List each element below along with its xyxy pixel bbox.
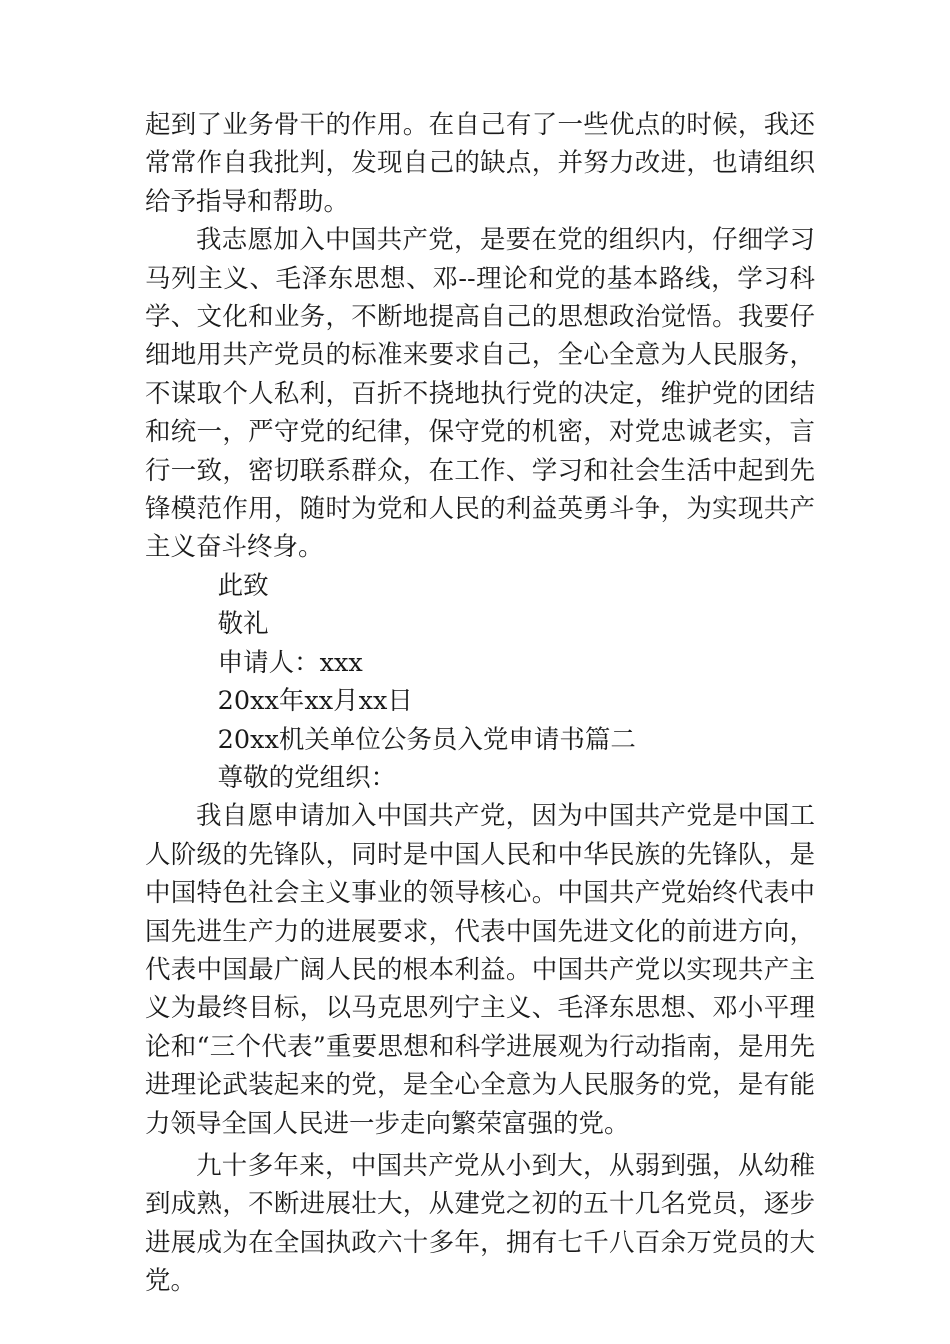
closing-salutation: 此致 — [217, 570, 269, 601]
greeting: 尊敬的党组织： — [217, 762, 397, 793]
applicant-signature: 申请人：xxx — [217, 647, 363, 678]
closing-respect: 敬礼 — [217, 609, 269, 640]
paragraph-history: 九十多年来，中国共产党从小到大，从弱到强，从幼稚到成熟，不断进展壮大，从建党之初的五十几名党员，逐步进展成为在全国执政六十多年，拥有七千八百余万党员的大党。 — [145, 1150, 815, 1297]
paragraph-application: 我自愿申请加入中国共产党，因为中国共产党是中国工人阶级的先锋队，同时是中国人民和中华民族的先锋队，是中国特色社会主义事业的领导核心。中国共产党始终代表中国先进生产力的进展要求，代表中国先进文化的前进方向，代表中国最广阔人民的根本利益。中国共产党以实现共产主义为最终目标，以马克思列宁主义、毛泽东思想、邓小平理论和“三个代表”重要思想和科学进展观为行动指南，是用先进理论武装起来的党，是全心全意为人民服务的党，是有能力领导全国人民进一步走向繁荣富强的党。 — [145, 801, 815, 1139]
application-date: 20xx年xx月xx日 — [217, 686, 413, 717]
paragraph-volunteer: 我志愿加入中国共产党，是要在党的组织内，仔细学习马列主义、毛泽东思想、邓--理论和党的基本路线，学习科学、文化和业务，不断地提高自己的思想政治觉悟。我要仔细地用共产党员的标准来要求自己，全心全意为人民服务，不谋取个人私利，百折不挠地执行党的决定，维护党的团结和统一，严守党的纪律，保守党的机密，对党忠诚老实，言行一致，密切联系群众，在工作、学习和社会生活中起到先锋模范作用，随时为党和人民的利益英勇斗争，为实现共产主义奋斗终身。 — [145, 225, 815, 563]
paragraph-continuation: 起到了业务骨干的作用。在自己有了一些优点的时候，我还常常作自我批判，发现自己的缺点，并努力改进，也请组织给予指导和帮助。 — [145, 110, 815, 217]
section-title: 20xx机关单位公务员入党申请书篇二 — [217, 724, 636, 755]
document-body — [145, 106, 815, 1301]
